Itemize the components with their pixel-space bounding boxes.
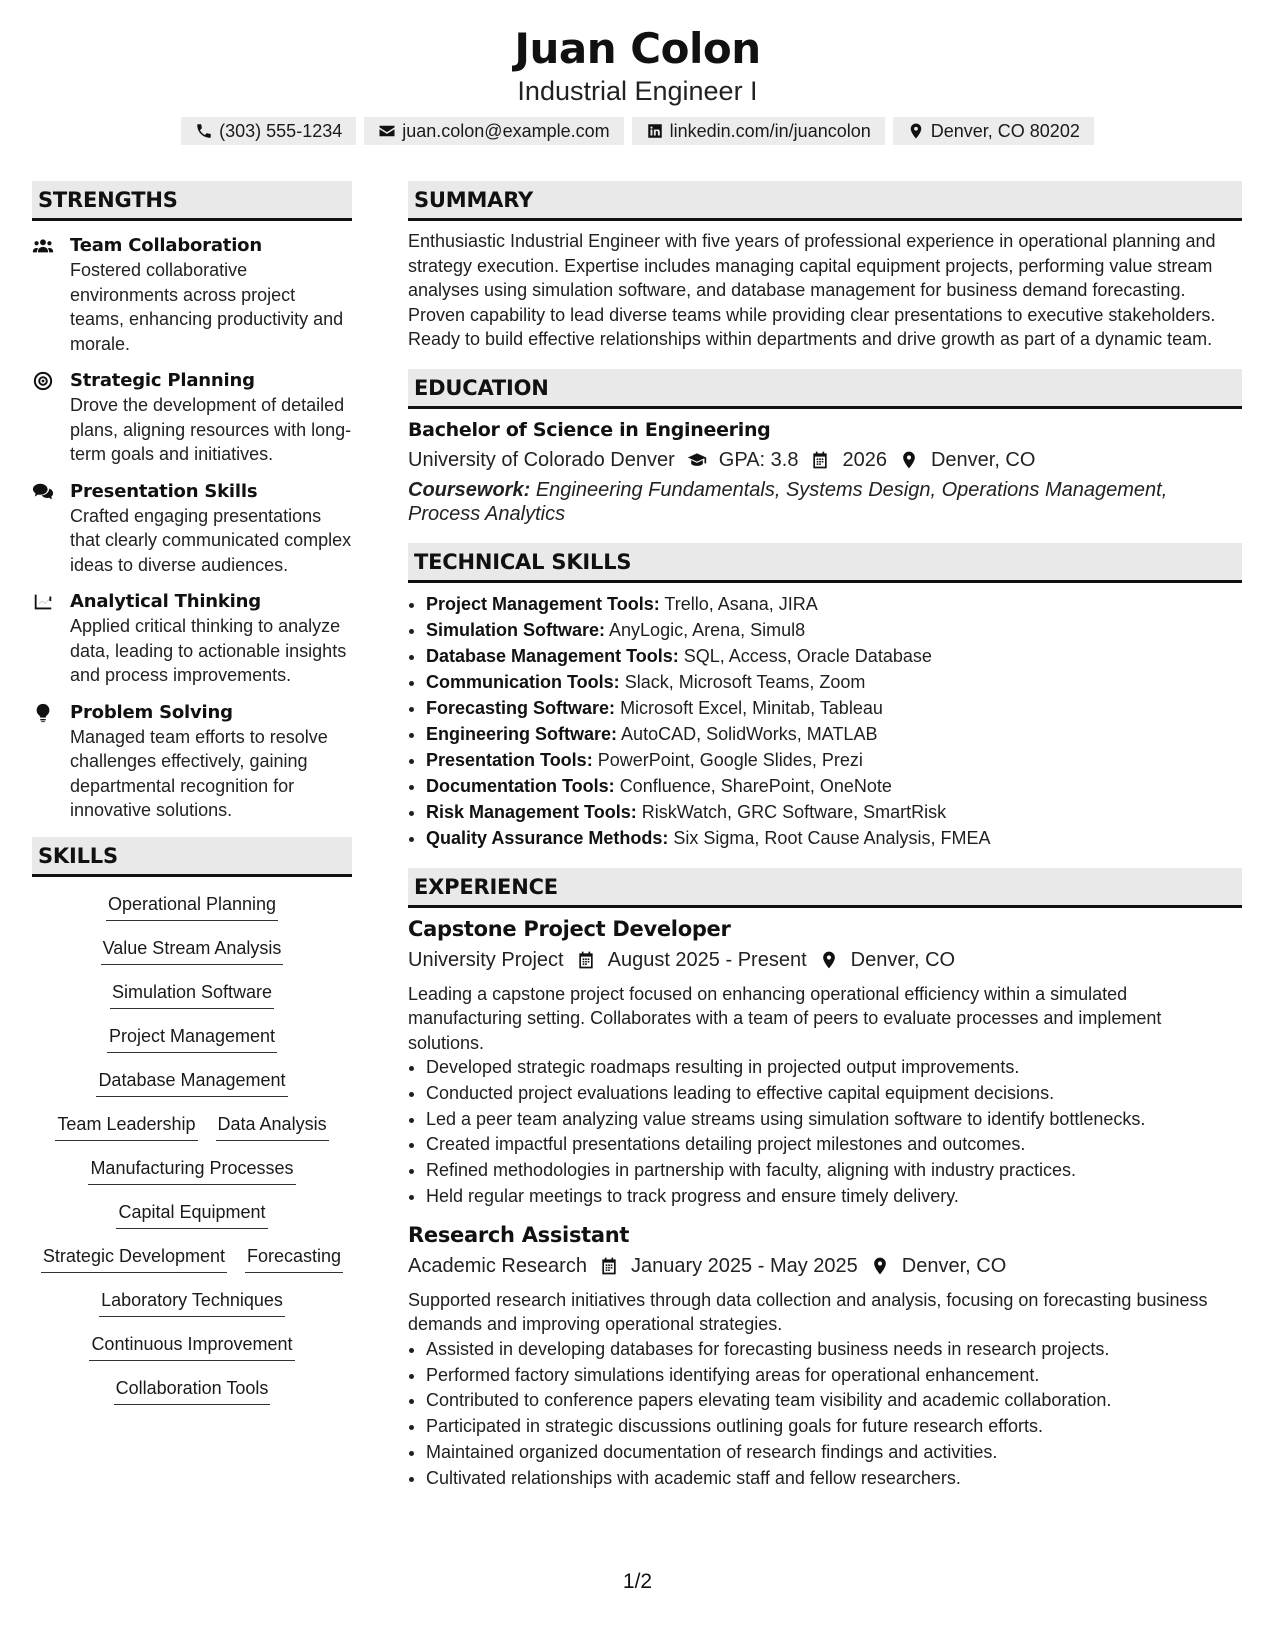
coursework [408,478,1242,526]
strength-title: Presentation Skills [70,480,258,502]
map-marker-icon [819,950,839,970]
experience-heading: EXPERIENCE [408,868,1242,908]
strength-item [32,479,352,578]
skill-tag: Manufacturing Processes [88,1155,295,1185]
list-item: • Developed strategic roadmaps resulting in projected output improvements. [426,1055,1242,1081]
list-item: • Simulation Software: AnyLogic, Arena, Simul8 [426,617,1242,643]
skill-tag: Forecasting [245,1243,343,1273]
skill-tag: Data Analysis [216,1111,329,1141]
coursework-list: Engineering Fundamentals, Systems Design, Operations Management, Process Analytics [408,478,1168,525]
strength-desc: Applied critical thinking to analyze data, leading to actionable insights and process improvements. [70,616,347,685]
strengths-list [32,233,352,823]
list-item: • Forecasting Software: Microsoft Excel, Minitab, Tableau [426,695,1242,721]
list-item: • Documentation Tools: Confluence, SharePoint, OneNote [426,773,1242,799]
gpa: GPA: 3.8 [718,448,799,471]
strength-title: Problem Solving [70,701,233,723]
skill-tag: Database Management [96,1067,287,1097]
contact-linkedin[interactable] [632,117,885,145]
list-item: • Cultivated relationships with academic staff and fellow researchers. [426,1466,1242,1492]
technical-skills-section [408,543,1242,851]
right-column [408,181,1242,1492]
education-meta [408,444,1242,476]
strength-desc: Managed team efforts to resolve challenges effectively, gaining departmental recognition for innovative solutions. [70,726,328,820]
list-item: • Engineering Software: AutoCAD, SolidWorks, MATLAB [426,721,1242,747]
calendar-icon [599,1256,619,1276]
strength-item [32,368,352,467]
skill-tag: Strategic Development [41,1243,227,1273]
strength-desc: Fostered collaborative environments across project teams, enhancing productivity and morale. [70,260,344,354]
job-org: Academic Research [408,1254,587,1277]
job-dates: August 2025 - Present [607,948,807,971]
skills-section [32,837,352,1419]
job-entry [408,914,1242,1210]
email-text: juan.colon@example.com [402,121,610,141]
chart-line-icon [32,591,54,613]
skills-heading: SKILLS [32,837,352,877]
list-item: • Presentation Tools: PowerPoint, Google Slides, Prezi [426,747,1242,773]
linkedin-text: linkedin.com/in/juancolon [669,121,871,141]
list-item: • Led a peer team analyzing value streams using simulation software to identify bottlenecks. [426,1107,1242,1133]
skill-tag: Project Management [107,1023,277,1053]
list-item: • Assisted in developing databases for forecasting business needs in research projects. [426,1337,1242,1363]
contact-location [893,117,1094,145]
resume-header [0,22,1275,145]
strength-desc: Crafted engaging presentations that clearly communicated complex ideas to diverse audiences. [70,505,352,575]
calendar-icon [576,950,596,970]
strengths-heading: STRENGTHS [32,181,352,221]
list-item: • Refined methodologies in partnership with faculty, aligning with industry practices. [426,1158,1242,1184]
list-item: • Quality Assurance Methods: Six Sigma, Root Cause Analysis, FMEA [426,825,1242,851]
job-bullets [408,1055,1242,1210]
job-title: Industrial Engineer I [517,76,758,106]
users-icon [32,235,54,257]
phone-text: (303) 555-1234 [219,121,343,141]
calendar-icon [810,450,830,470]
skill-tag: Capital Equipment [116,1199,267,1229]
degree-title: Bachelor of Science in Engineering [408,418,771,441]
strength-item [32,589,352,688]
list-item: • Created impactful presentations detailing project milestones and outcomes. [426,1132,1242,1158]
skills-tags [32,891,352,1419]
contact-email[interactable] [364,117,623,145]
job-org: University Project [408,948,564,971]
phone-icon [195,122,213,140]
left-column [32,181,352,1419]
target-icon [32,370,54,392]
coursework-label: Coursework: [408,478,531,501]
list-item: • Performed factory simulations identifying areas for operational enhancement. [426,1363,1242,1389]
list-item: • Contributed to conference papers elevating team visibility and academic collaboration. [426,1388,1242,1414]
strength-desc: Drove the development of detailed plans, aligning resources with long-term goals and initiatives. [70,395,352,464]
skill-tag: Team Leadership [55,1111,197,1141]
technical-skills-list [408,591,1242,851]
job-location: Denver, CO [850,948,956,971]
school-location: Denver, CO [930,448,1036,471]
list-item: • Project Management Tools: Trello, Asana, JIRA [426,591,1242,617]
location-text: Denver, CO 80202 [930,121,1080,141]
job-role: Capstone Project Developer [408,916,731,941]
skill-tag: Operational Planning [106,891,278,921]
summary-section [408,181,1242,352]
strength-item [32,700,352,823]
summary-heading: SUMMARY [408,181,1242,221]
list-item: • Participated in strategic discussions outlining goals for future research efforts. [426,1414,1242,1440]
education-heading: EDUCATION [408,369,1242,409]
job-dates: January 2025 - May 2025 [630,1254,858,1277]
contact-bar [0,117,1275,145]
list-item: • Conducted project evaluations leading to effective capital equipment decisions. [426,1081,1242,1107]
job-entry [408,1220,1242,1492]
page-number: 1/2 [622,1570,653,1593]
comments-icon [32,481,54,503]
strength-item [32,233,352,356]
map-marker-icon [899,450,919,470]
skill-tag: Value Stream Analysis [101,935,284,965]
strength-title: Strategic Planning [70,370,255,391]
contact-phone[interactable] [181,117,356,145]
skill-tag: Simulation Software [110,979,274,1009]
list-item: • Communication Tools: Slack, Microsoft Teams, Zoom [426,669,1242,695]
lightbulb-icon [32,702,54,724]
list-item: • Held regular meetings to track progress and ensure timely delivery. [426,1184,1242,1210]
envelope-icon [378,122,396,140]
job-description: Leading a capstone project focused on enhancing operational efficiency within a simulated manufacturing setting. Collaborates with a team of peers to evaluate processes and implement solutions. [408,983,1162,1053]
skill-tag: Collaboration Tools [114,1375,271,1405]
list-item: • Database Management Tools: SQL, Access, Oracle Database [426,643,1242,669]
strength-title: Analytical Thinking [70,591,261,612]
graduation-cap-icon [687,450,707,470]
skill-tag: Continuous Improvement [89,1331,294,1361]
map-marker-icon [907,122,925,140]
job-role: Research Assistant [408,1222,630,1247]
school-name: University of Colorado Denver [408,448,675,471]
education-section [408,369,1242,526]
technical-skills-heading: TECHNICAL SKILLS [408,543,1242,583]
job-bullets [408,1337,1242,1492]
job-meta [408,944,1242,976]
strength-title: Team Collaboration [70,235,262,256]
summary-text: Enthusiastic Industrial Engineer with five years of professional experience in operational planning and strategy execution. Expertise includes managing capital equipment projects, performing value stream analyses using simulation software, and database management for business demand forecasting. Proven capability to lead diverse teams while providing clear presentations to executive stakeholders. Ready to build effective relationships within departments and drive growth as part of a dynamic team. [408,231,1216,349]
linkedin-icon [646,122,664,140]
candidate-name: Juan Colon [514,24,761,73]
job-location: Denver, CO [901,1254,1007,1277]
experience-section [408,868,1242,1492]
list-item: • Maintained organized documentation of research findings and activities. [426,1440,1242,1466]
job-description: Supported research initiatives through data collection and analysis, focusing on forecasting business demands and improving operational strategies. [408,1289,1208,1335]
job-meta [408,1250,1242,1282]
map-marker-icon [870,1256,890,1276]
skill-tag: Laboratory Techniques [99,1287,285,1317]
graduation-year: 2026 [842,448,887,471]
list-item: • Risk Management Tools: RiskWatch, GRC Software, SmartRisk [426,799,1242,825]
